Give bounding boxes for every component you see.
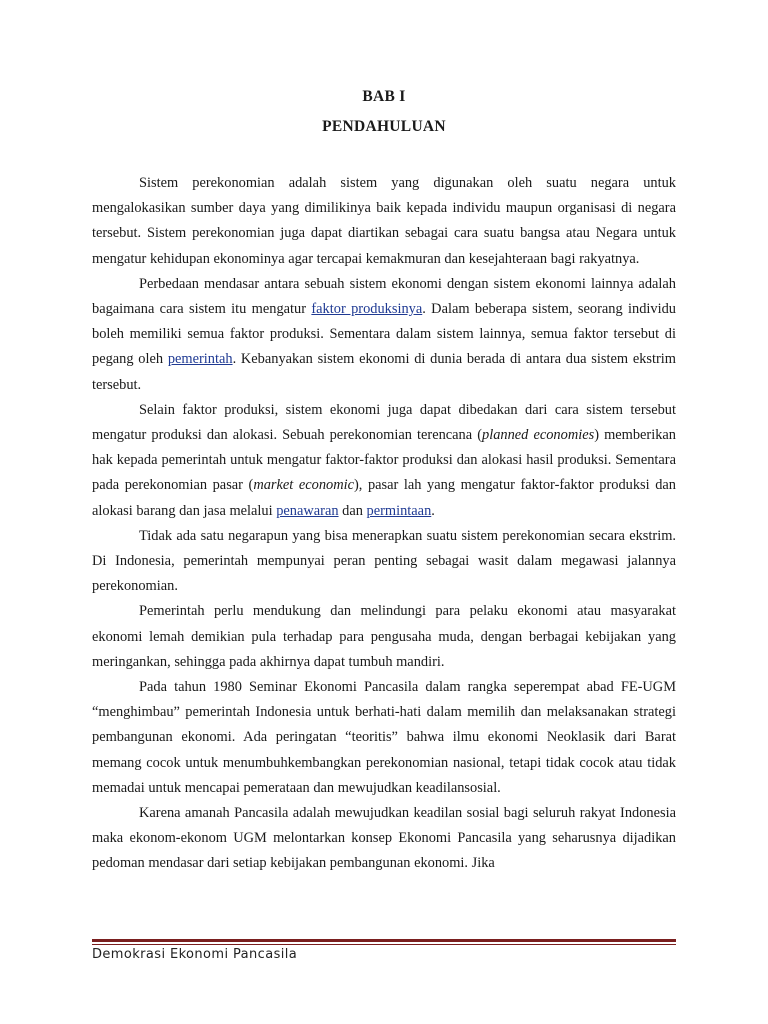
paragraph <box>92 675 676 801</box>
document-body <box>92 171 676 877</box>
paragraph <box>92 171 676 272</box>
hyperlink[interactable]: penawaran <box>276 502 339 519</box>
paragraph <box>92 524 676 600</box>
paragraph <box>92 599 676 675</box>
paragraph <box>92 272 676 398</box>
text-run: ), pasar lah yang mengatur faktor-faktor produksi dan alokasi barang dan jasa melalui <box>92 477 676 519</box>
hyperlink[interactable]: permintaan <box>366 502 432 519</box>
text-run: Pada tahun 1980 Seminar Ekonomi Pancasila dalam rangka seperempat abad FE-UGM “menghimbau” pemerintah Indonesia untuk berhati-hati dalam memilih dan melaksanakan strategi pembangunan ekonomi. Ada peringatan “teoritis” bahwa ilmu ekonomi Neoklasik dari Barat memang cocok untuk menumbuhkembangkan perekonomian nasional, tetapi tidak cocok atau tidak memadai untuk mencapai pemerataan dan mewujudkan keadilansosial. <box>92 679 676 796</box>
text-run: dan <box>338 502 367 519</box>
text-run: Perbedaan mendasar antara sebuah sistem ekonomi dengan sistem ekonomi lainnya adalah bagaimana cara sistem itu mengatur <box>92 275 676 318</box>
text-run: Selain faktor produksi, sistem ekonomi juga dapat dibedakan dari cara sistem tersebut mengatur produksi dan alokasi. Sebuah perekonomian terencana ( <box>92 401 676 444</box>
text-run: . Kebanyakan sistem ekonomi di dunia berada di antara dua sistem ekstrim tersebut. <box>92 351 676 393</box>
italic-term: market economic <box>253 477 355 494</box>
hyperlink[interactable]: pemerintah <box>167 351 233 368</box>
text-run: . Dalam beberapa sistem, seorang individu boleh memiliki semua faktor produksi. Sementara dalam sistem lainnya, semua faktor tersebut di pegang oleh <box>92 301 676 368</box>
footer-divider-thin <box>92 944 676 945</box>
chapter-number: BAB I <box>362 88 406 105</box>
italic-term: planned economies <box>482 427 595 444</box>
paragraph <box>92 398 676 524</box>
chapter-title: PENDAHULUAN <box>322 118 446 135</box>
text-run: ) memberikan hak kepada pemerintah untuk mengatur faktor-faktor produksi dan alokasi hasil produksi. Sementara pada perekonomian pasar ( <box>92 427 677 494</box>
text-run: Pemerintah perlu mendukung dan melindungi para pelaku ekonomi atau masyarakat ekonomi lemah demikian pula terhadap para pengusaha muda, dengan berbagai kebijakan yang meringankan, sehingga pada akhirnya dapat tumbuh mandiri. <box>92 603 676 670</box>
text-run: Sistem perekonomian adalah sistem yang digunakan oleh suatu negara untuk mengalokasikan sumber daya yang dimilikinya baik kepada individu maupun organisasi di negara tersebut. Sistem perekonomian juga dapat diartikan sebagai cara suatu bangsa atau Negara untuk mengatur kehidupan ekonominya agar tercapai kemakmuran dan kesejahteraan bagi rakyatnya. <box>92 175 676 267</box>
paragraph <box>92 801 676 877</box>
footer-divider <box>92 939 676 942</box>
text-run: Tidak ada satu negarapun yang bisa menerapkan suatu sistem perekonomian secara ekstrim. Di Indonesia, pemerintah mempunyai peran penting sebagai wasit dalam megawasi jalannya perekonomian. <box>92 527 676 595</box>
footer-title: Demokrasi Ekonomi Pancasila <box>92 947 298 962</box>
text-run: . <box>431 502 435 519</box>
hyperlink[interactable]: faktor produksinya <box>311 301 423 318</box>
text-run: Karena amanah Pancasila adalah mewujudkan keadilan sosial bagi seluruh rakyat Indonesia maka ekonom-ekonom UGM melontarkan konsep Ekonomi Pancasila yang seharusnya dijadikan pedoman mendasar dari setiap kebijakan pembangunan ekonomi. Jika <box>92 805 676 872</box>
